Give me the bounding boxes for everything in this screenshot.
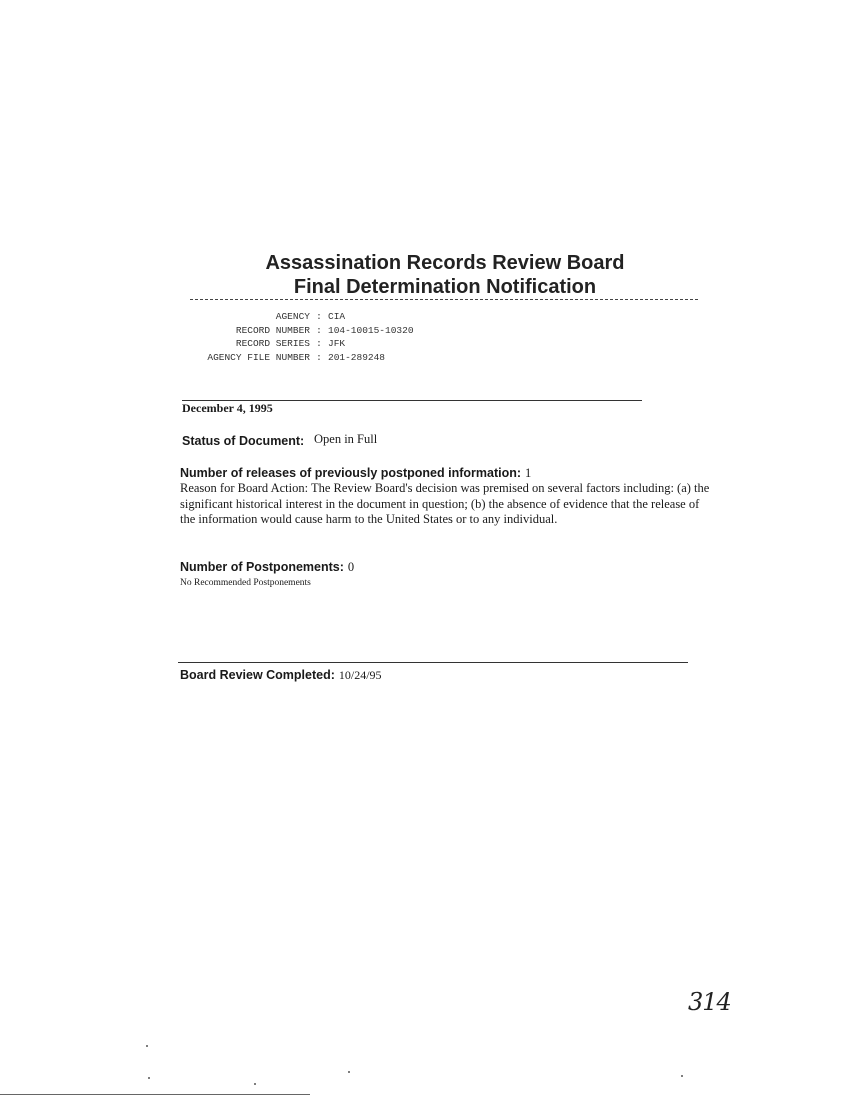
- status-section: [182, 432, 378, 450]
- postponements-note: No Recommended Postponements: [180, 578, 311, 588]
- releases-label: Number of releases of previously postponed information:: [180, 466, 522, 480]
- record-info-value: 104-10015-10320: [328, 324, 414, 336]
- document-title: Assassination Records Review Board: [265, 252, 625, 274]
- scan-edge-line: [0, 1094, 310, 1095]
- record-info-separator: :: [316, 338, 322, 349]
- record-info-separator: :: [316, 311, 322, 322]
- completion-divider: [178, 662, 688, 663]
- record-info-value: 201-289248: [328, 351, 386, 363]
- record-info-key: RECORD NUMBER: [235, 324, 310, 336]
- record-info-key: AGENCY: [275, 311, 310, 322]
- dashed-divider: [190, 299, 698, 300]
- scan-speck: [348, 1071, 350, 1073]
- scan-speck: [146, 1045, 148, 1047]
- reason-text: Reason for Board Action: The Review Board's decision was premised on several factors including: (a) the significant historical interest in the document in question; (b) the absence of evidence that the release of the information would cause harm to the United States or to any individual.: [180, 481, 710, 526]
- releases-value: 1: [525, 466, 532, 480]
- scan-speck: [148, 1077, 150, 1079]
- completion-section: [180, 666, 382, 684]
- postponements-value: 0: [347, 560, 355, 574]
- record-info-record-series: [178, 337, 414, 351]
- record-info-key: RECORD SERIES: [235, 338, 310, 349]
- scan-speck: [681, 1075, 683, 1077]
- document-subtitle: Final Determination Notification: [293, 276, 597, 298]
- record-info-key: AGENCY FILE NUMBER: [207, 351, 310, 363]
- record-info-block: [178, 310, 414, 364]
- record-info-agency-file-number: [178, 351, 414, 365]
- record-info-value: CIA: [328, 311, 346, 322]
- record-info-record-number: [178, 324, 414, 338]
- postponements-label: Number of Postponements:: [180, 560, 344, 574]
- record-info-value: JFK: [328, 338, 346, 349]
- postponements-section: [180, 558, 354, 576]
- status-label: Status of Document:: [182, 434, 305, 448]
- record-info-agency: [178, 310, 414, 324]
- completion-label: Board Review Completed:: [180, 668, 335, 682]
- status-value: Open in Full: [314, 432, 378, 446]
- document-date: December 4, 1995: [182, 401, 273, 415]
- scan-speck: [254, 1083, 256, 1085]
- completion-date: 10/24/95: [338, 668, 382, 682]
- record-info-separator: :: [316, 351, 322, 363]
- releases-section: [180, 464, 531, 482]
- handwritten-page-number: 314: [688, 988, 731, 1016]
- record-info-separator: :: [316, 324, 322, 336]
